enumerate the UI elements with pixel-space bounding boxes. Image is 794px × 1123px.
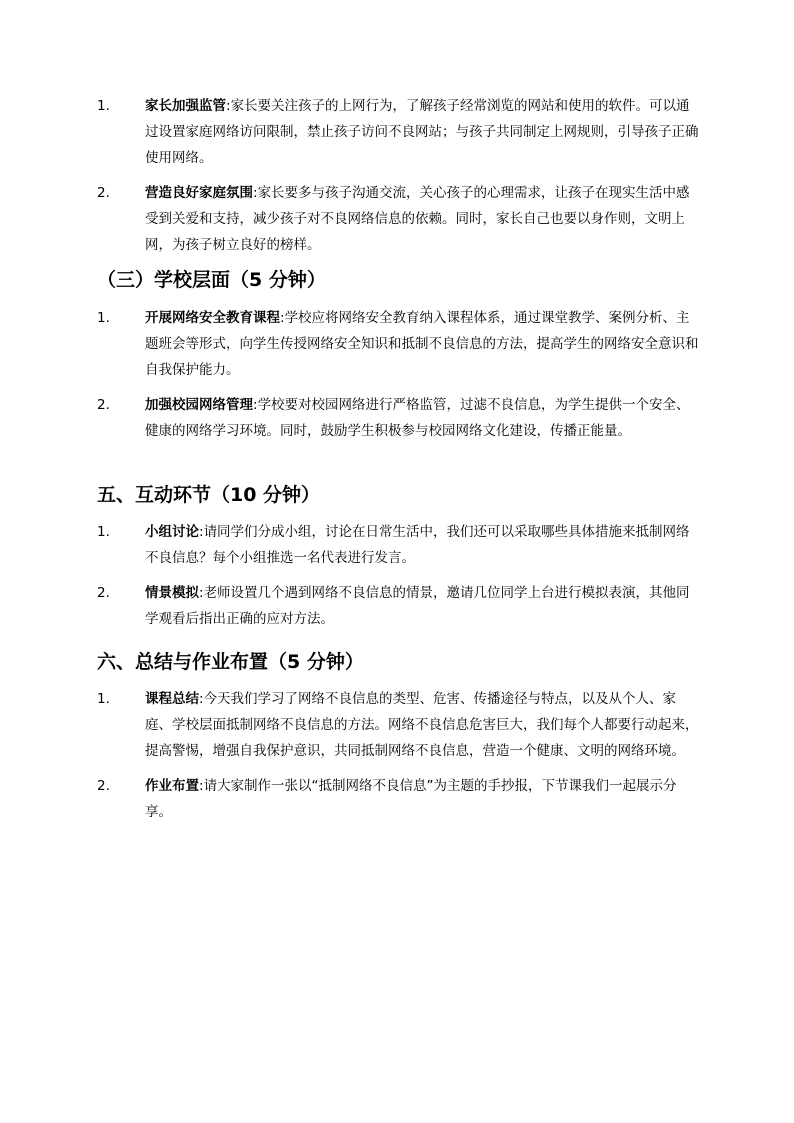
section-heading-school: （三）学校层面（5 分钟） [97,269,326,291]
item-separator: : [226,98,231,114]
section-heading-summary: 六、总结与作业布置（5 分钟） [97,651,364,673]
item-term: 加强校园网络管理 [145,397,253,413]
list-number: 2. [97,397,110,413]
list-number: 1. [97,98,110,114]
item-term: 家长加强监管 [145,98,226,114]
list-number: 2. [97,778,110,794]
item-separator: : [280,310,285,326]
summary-list [97,686,699,825]
list-item [97,519,699,571]
item-text: 家长要多与孩子沟通交流，关心孩子的心理需求，让孩子在现实生活中感受到关爱和支持，减少孩子对不良网络信息的依赖。同时，家长自己也要以身作则，文明上网，为孩子树立良好的榜样。 [145,185,690,253]
school-list [97,305,699,444]
item-separator: : [199,778,204,794]
list-number: 1. [97,310,110,326]
item-term: 课程总结 [145,691,199,707]
list-item [97,686,699,764]
item-term: 作业布置 [145,778,199,794]
item-term: 营造良好家庭氛围 [145,185,253,201]
list-number: 2. [97,585,110,601]
item-text: 老师设置几个遇到网络不良信息的情景，邀请几位同学上台进行模拟表演，其他同学观看后指出正确的应对方法。 [145,585,690,627]
list-item [97,773,699,825]
list-item [97,305,699,383]
list-number: 1. [97,524,110,540]
item-separator: : [199,585,204,601]
list-number: 1. [97,691,110,707]
item-text: 请同学们分成小组，讨论在日常生活中，我们还可以采取哪些具体措施来抵制网络不良信息？每个小组推选一名代表进行发言。 [145,524,690,566]
item-separator: : [199,691,204,707]
item-text: 学校应将网络安全教育纳入课程体系，通过课堂教学、案例分析、主题班会等形式，向学生传授网络安全知识和抵制不良信息的方法，提高学生的网络安全意识和自我保护能力。 [145,310,699,378]
item-separator: : [253,185,258,201]
item-term: 开展网络安全教育课程 [145,310,280,326]
item-separator: : [199,524,204,540]
item-text: 学校要对校园网络进行严格监管，过滤不良信息，为学生提供一个安全、健康的网络学习环境。同时，鼓励学生积极参与校园网络文化建设，传播正能量。 [145,397,690,439]
item-text: 家长要关注孩子的上网行为，了解孩子经常浏览的网站和使用的软件。可以通过设置家庭网络访问限制，禁止孩子访问不良网站；与孩子共同制定上网规则，引导孩子正确使用网络。 [145,98,699,166]
item-term: 小组讨论 [145,524,199,540]
section-heading-interaction: 五、互动环节（10 分钟） [97,484,321,506]
list-item [97,93,699,171]
list-number: 2. [97,185,110,201]
item-term: 情景模拟 [145,585,199,601]
item-text: 请大家制作一张以“抵制网络不良信息”为主题的手抄报，下节课我们一起展示分享。 [145,778,677,820]
list-item [97,180,699,258]
interaction-list [97,519,699,632]
item-text: 今天我们学习了网络不良信息的类型、危害、传播途径与特点，以及从个人、家庭、学校层面抵制网络不良信息的方法。网络不良信息危害巨大，我们每个人都要行动起来，提高警惕，增强自我保护意识，共同抵制网络不良信息，营造一个健康、文明的网络环境。 [145,691,699,759]
family-list [97,93,699,258]
list-item [97,392,699,444]
list-item [97,580,699,632]
item-separator: : [253,397,258,413]
